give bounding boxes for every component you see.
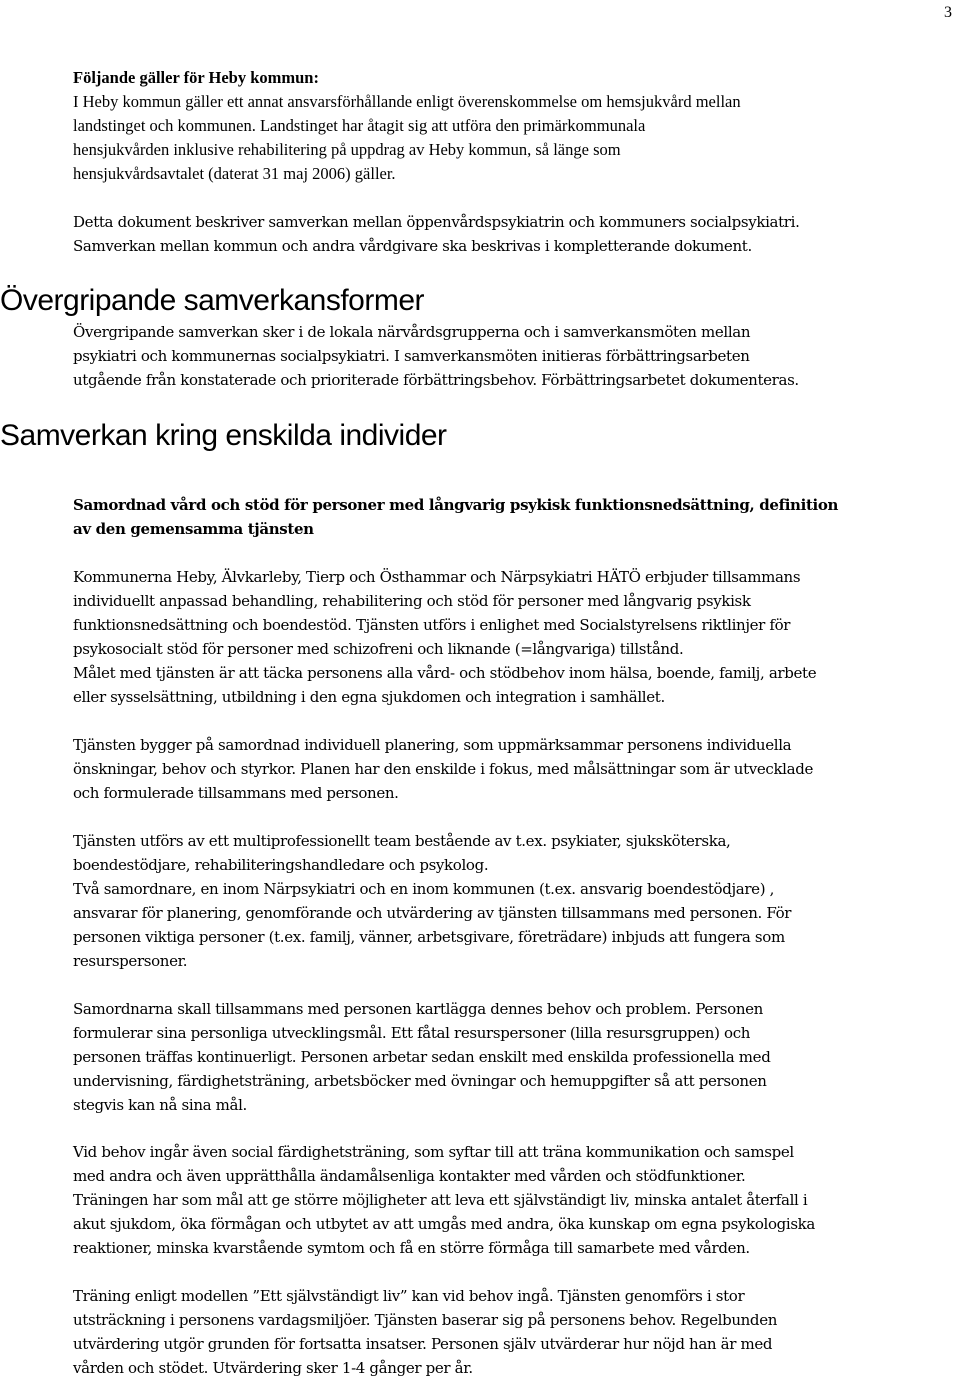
section1-paragraph bbox=[73, 320, 957, 392]
text-line: Samordnarna skall tillsammans med personen kartlägga dennes behov och problem. Personen bbox=[73, 1000, 763, 1018]
text-line: Tjänsten bygger på samordnad individuell planering, som uppmärksammar personens individuella bbox=[73, 736, 792, 754]
text-line: stegvis kan nå sina mål. bbox=[73, 1096, 247, 1114]
subheading-line: av den gemensamma tjänsten bbox=[73, 520, 314, 538]
text-line: individuellt anpassad behandling, rehabilitering och stöd för personer med långvarig psykisk bbox=[73, 592, 751, 610]
text-line: hensjukvården inklusive rehabilitering på uppdrag av Heby kommun, så länge som bbox=[73, 140, 621, 159]
text-line: Övergripande samverkan sker i de lokala närvårdsgrupperna och i samverkansmöten mellan bbox=[73, 323, 751, 341]
text-line: utvärdering utgör grunden för fortsatta insatser. Personen själv utvärderar hur nöjd han är med bbox=[73, 1335, 773, 1353]
text-line: funktionsnedsättning och boendestöd. Tjänsten utförs i enlighet med Socialstyrelsens riktlinjer för bbox=[73, 616, 791, 634]
text-line: Målet med tjänsten är att täcka personens alla vård- och stödbehov inom hälsa, boende, familj, arbete bbox=[73, 664, 817, 682]
text-line: boendestödjare, rehabiliteringshandledare och psykolog. bbox=[73, 856, 489, 874]
text-line: reaktioner, minska kvarstående symtom och få en större förmåga till samarbete med vården. bbox=[73, 1239, 750, 1257]
text-line: Två samordnare, en inom Närpsykiatri och en inom kommunen (t.ex. ansvarig boendestödjare) , bbox=[73, 880, 775, 898]
paragraph-6 bbox=[73, 1284, 957, 1380]
paragraph-4 bbox=[73, 997, 957, 1117]
text-line: och formulerade tillsammans med personen. bbox=[73, 784, 399, 802]
text-line: akut sjukdom, öka förmågan och utbytet av att umgås med andra, öka kunskap om egna psykologiska bbox=[73, 1215, 816, 1233]
text-line: Tjänsten utförs av ett multiprofessionellt team bestående av t.ex. psykiater, sjuksköterska, bbox=[73, 832, 731, 850]
text-line: Samverkan mellan kommun och andra vårdgivare ska beskrivas i kompletterande dokument. bbox=[73, 237, 752, 255]
text-line: personen träffas kontinuerligt. Personen arbetar sedan enskilt med enskilda professionella med bbox=[73, 1048, 771, 1066]
text-line: landstinget och kommunen. Landstinget har åtagit sig att utföra den primärkommunala bbox=[73, 116, 646, 135]
heby-title: Följande gäller för Heby kommun: bbox=[73, 68, 319, 87]
subheading-line: Samordnad vård och stöd för personer med långvarig psykisk funktionsnedsättning, definition bbox=[73, 496, 839, 514]
text-line: Kommunerna Heby, Älvkarleby, Tierp och Östhammar och Närpsykiatri HÄTÖ erbjuder tillsammans bbox=[73, 568, 801, 586]
text-line: personen viktiga personer (t.ex. familj, vänner, arbetsgivare, företrädare) inbjuds att fungera som bbox=[73, 928, 785, 946]
paragraph-1 bbox=[73, 565, 957, 709]
page-number: 3 bbox=[944, 4, 952, 21]
text-line: Träning enligt modellen ”Ett självständigt liv” kan vid behov ingå. Tjänsten genomförs i stor bbox=[73, 1287, 745, 1305]
text-line: Vid behov ingår även social färdighetsträning, som syftar till att träna kommunikation och samspel bbox=[73, 1143, 794, 1161]
text-line: hensjukvårdsavtalet (daterat 31 maj 2006) gäller. bbox=[73, 164, 396, 183]
text-line: utgående från konstaterade och prioriterade förbättringsbehov. Förbättringsarbetet dokumenteras. bbox=[73, 371, 799, 389]
intro-paragraph bbox=[73, 210, 957, 258]
paragraph-3 bbox=[73, 829, 957, 973]
text-line: psykosocialt stöd för personer med schizofreni och liknande (=långvariga) tillstånd. bbox=[73, 640, 684, 658]
text-line: Detta dokument beskriver samverkan mellan öppenvårdspsykiatrin och kommuners socialpsykiatri. bbox=[73, 213, 800, 231]
text-line: eller sysselsättning, utbildning i den egna sjukdomen och integration i samhället. bbox=[73, 688, 665, 706]
text-line: utsträckning i personens vardagsmiljöer. Tjänsten baserar sig på personens behov. Regelbunden bbox=[73, 1311, 778, 1329]
text-line: med andra och även upprätthålla ändamålsenliga kontakter med vården och stödfunktioner. bbox=[73, 1167, 746, 1185]
text-line: psykiatri och kommunernas socialpsykiatri. I samverkansmöten initieras förbättringsarbeten bbox=[73, 347, 750, 365]
section2-subheading bbox=[73, 493, 957, 541]
heby-section bbox=[73, 66, 957, 186]
text-line: I Heby kommun gäller ett annat ansvarsförhållande enligt överenskommelse om hemsjukvård mellan bbox=[73, 92, 741, 111]
text-line: Träningen har som mål att ge större möjligheter att leva ett självständigt liv, minska antalet återfall i bbox=[73, 1191, 808, 1209]
text-line: ansvarar för planering, genomförande och utvärdering av tjänsten tillsammans med personen. För bbox=[73, 904, 792, 922]
section-heading-samverkan: Samverkan kring enskilda individer bbox=[0, 419, 447, 452]
text-line: formulerar sina personliga utvecklingsmål. Ett fåtal resurspersoner (lilla resursgruppen) och bbox=[73, 1024, 751, 1042]
text-line: undervisning, färdighetsträning, arbetsböcker med övningar och hemuppgifter så att personen bbox=[73, 1072, 767, 1090]
text-line: vården och stödet. Utvärdering sker 1-4 gånger per år. bbox=[73, 1359, 473, 1377]
section-heading-overgripande: Övergripande samverkansformer bbox=[0, 284, 425, 317]
paragraph-2 bbox=[73, 733, 957, 805]
text-line: önskningar, behov och styrkor. Planen har den enskilde i fokus, med målsättningar som är utvecklade bbox=[73, 760, 814, 778]
text-line: resurspersoner. bbox=[73, 952, 188, 970]
paragraph-5 bbox=[73, 1140, 957, 1260]
